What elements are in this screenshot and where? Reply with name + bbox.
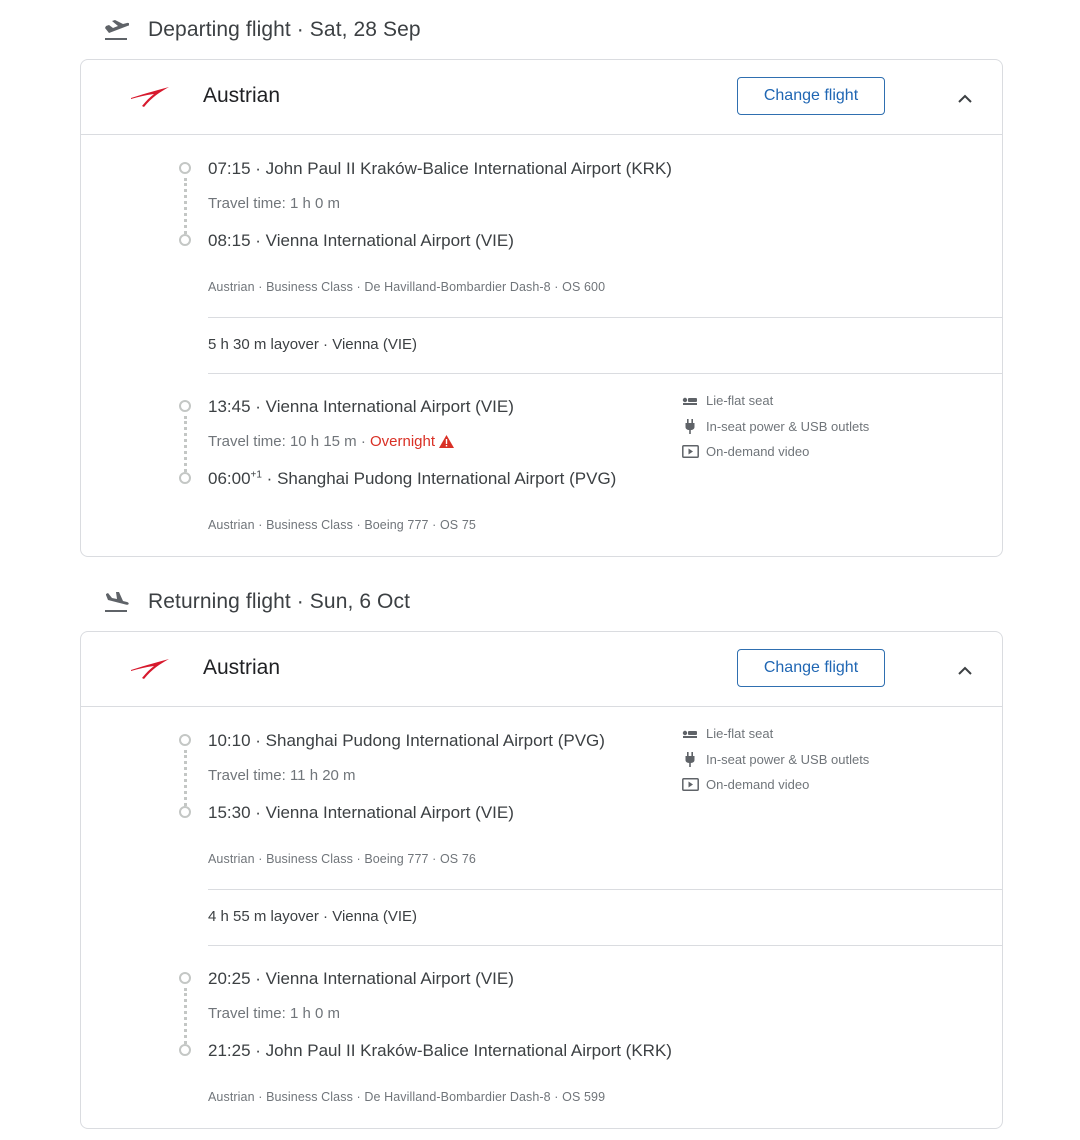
leg1-travel-time: Travel time: 11 h 20 m [208, 767, 356, 784]
next-day-indicator: +1 [250, 469, 262, 481]
arrival-airport: Shanghai Pudong International Airport (PVG) [277, 469, 617, 488]
departing-section-title: Departing flight · Sat, 28 Sep [148, 18, 421, 41]
amenity-item [681, 388, 869, 414]
leg1-flight-details: Austrian · Business Class · De Havilland-Bombardier Dash-8 · OS 600 [208, 280, 606, 294]
arrival-time: 06:00 [208, 469, 251, 488]
amenity-label: On-demand video [706, 777, 810, 793]
leg1-travel-time: Travel time: 1 h 0 m [208, 195, 340, 212]
video-play-icon [681, 444, 699, 460]
arrival-stop-marker [179, 1044, 191, 1056]
departure-stop-marker [179, 162, 191, 174]
leg2-arrival: $06:00^{+1}$ · Shanghai Pudong International Airport (PVG) [208, 469, 617, 488]
departure-airport: Vienna International Airport (VIE) [265, 969, 514, 988]
leg1-arrival: 08:15 · Vienna International Airport (VIE) [208, 231, 514, 250]
amenity-label: On-demand video [706, 444, 810, 460]
route-dotted-line [184, 178, 187, 234]
returning-card-header [81, 632, 1002, 707]
returning-section-title: Returning flight · Sun, 6 Oct [148, 590, 411, 613]
layover-info: 5 h 30 m layover · Vienna (VIE) [208, 336, 417, 353]
departure-time: 13:45 [208, 397, 251, 416]
warning-triangle-icon [439, 435, 454, 452]
returning-section-header [103, 587, 410, 617]
leg2-arrival: 21:25 · John Paul II Kraków-Balice International Airport (KRK) [208, 1041, 672, 1060]
leg1-flight-details: Austrian · Business Class · Boeing 777 · OS 76 [208, 852, 476, 866]
amenities-list [681, 388, 869, 465]
video-play-icon [681, 777, 699, 793]
arrival-stop-marker [179, 234, 191, 246]
amenity-item [681, 414, 869, 440]
overnight-label: Overnight [370, 433, 436, 450]
leg1-departure: 10:10 · Shanghai Pudong International Airport (PVG) [208, 731, 605, 750]
route-dotted-line [184, 416, 187, 472]
departure-airport: Vienna International Airport (VIE) [265, 397, 514, 416]
lie-flat-seat-icon [681, 726, 699, 742]
lie-flat-seat-icon [681, 393, 699, 409]
divider [208, 373, 1002, 374]
amenity-label: In-seat power & USB outlets [706, 418, 870, 434]
departing-section-header [103, 15, 421, 45]
power-plug-icon [681, 418, 699, 434]
travel-time-text: Travel time: 10 h 15 m · [208, 433, 370, 450]
departure-time: 10:10 [208, 731, 251, 750]
arrival-stop-marker [179, 806, 191, 818]
departure-time: 20:25 [208, 969, 251, 988]
leg2-flight-details: Austrian · Business Class · Boeing 777 · OS 75 [208, 518, 476, 532]
divider [208, 945, 1002, 946]
amenity-item [681, 747, 869, 773]
amenity-label: Lie-flat seat [706, 393, 774, 409]
arrival-airport: Vienna International Airport (VIE) [265, 803, 514, 822]
airline-name: Austrian [203, 656, 281, 679]
leg2-departure: 13:45 · Vienna International Airport (VIE) [208, 397, 514, 416]
route-dotted-line [184, 988, 187, 1044]
arrival-airport: Vienna International Airport (VIE) [265, 231, 514, 250]
divider [208, 317, 1002, 318]
layover-info: 4 h 55 m layover · Vienna (VIE) [208, 908, 417, 925]
route-dotted-line [184, 750, 187, 806]
departure-stop-marker [179, 400, 191, 412]
arrival-time: 15:30 [208, 803, 251, 822]
departing-card-header [81, 60, 1002, 135]
change-flight-button[interactable]: Change flight [737, 77, 885, 115]
amenities-list [681, 721, 869, 798]
austrian-logo [130, 86, 170, 108]
returning-flight-card [80, 631, 1003, 1129]
departure-airport: John Paul II Kraków-Balice International Airport (KRK) [265, 159, 672, 178]
leg2-departure: 20:25 · Vienna International Airport (VIE) [208, 969, 514, 988]
amenity-item [681, 439, 869, 465]
change-flight-button[interactable]: Change flight [737, 649, 885, 687]
leg1-arrival: 15:30 · Vienna International Airport (VIE) [208, 803, 514, 822]
flight-land-icon [103, 589, 129, 615]
chevron-up-icon[interactable] [953, 86, 977, 110]
austrian-logo [130, 658, 170, 680]
departure-stop-marker [179, 734, 191, 746]
leg2-travel-time [208, 433, 454, 452]
flight-takeoff-icon [103, 17, 129, 43]
amenity-item [681, 772, 869, 798]
amenity-label: In-seat power & USB outlets [706, 751, 870, 767]
amenity-label: Lie-flat seat [706, 726, 774, 742]
departure-stop-marker [179, 972, 191, 984]
amenity-item [681, 721, 869, 747]
chevron-up-icon[interactable] [953, 658, 977, 682]
departure-airport: Shanghai Pudong International Airport (PVG) [265, 731, 605, 750]
airline-name: Austrian [203, 84, 281, 107]
arrival-time: 21:25 [208, 1041, 251, 1060]
leg1-departure: 07:15 · John Paul II Kraków-Balice International Airport (KRK) [208, 159, 672, 178]
arrival-airport: John Paul II Kraków-Balice International Airport (KRK) [265, 1041, 672, 1060]
leg2-travel-time: Travel time: 1 h 0 m [208, 1005, 340, 1022]
power-plug-icon [681, 751, 699, 767]
arrival-stop-marker [179, 472, 191, 484]
arrival-time: 08:15 [208, 231, 251, 250]
leg2-flight-details: Austrian · Business Class · De Havilland-Bombardier Dash-8 · OS 599 [208, 1090, 606, 1104]
departing-flight-card [80, 59, 1003, 557]
divider [208, 889, 1002, 890]
departure-time: 07:15 [208, 159, 251, 178]
